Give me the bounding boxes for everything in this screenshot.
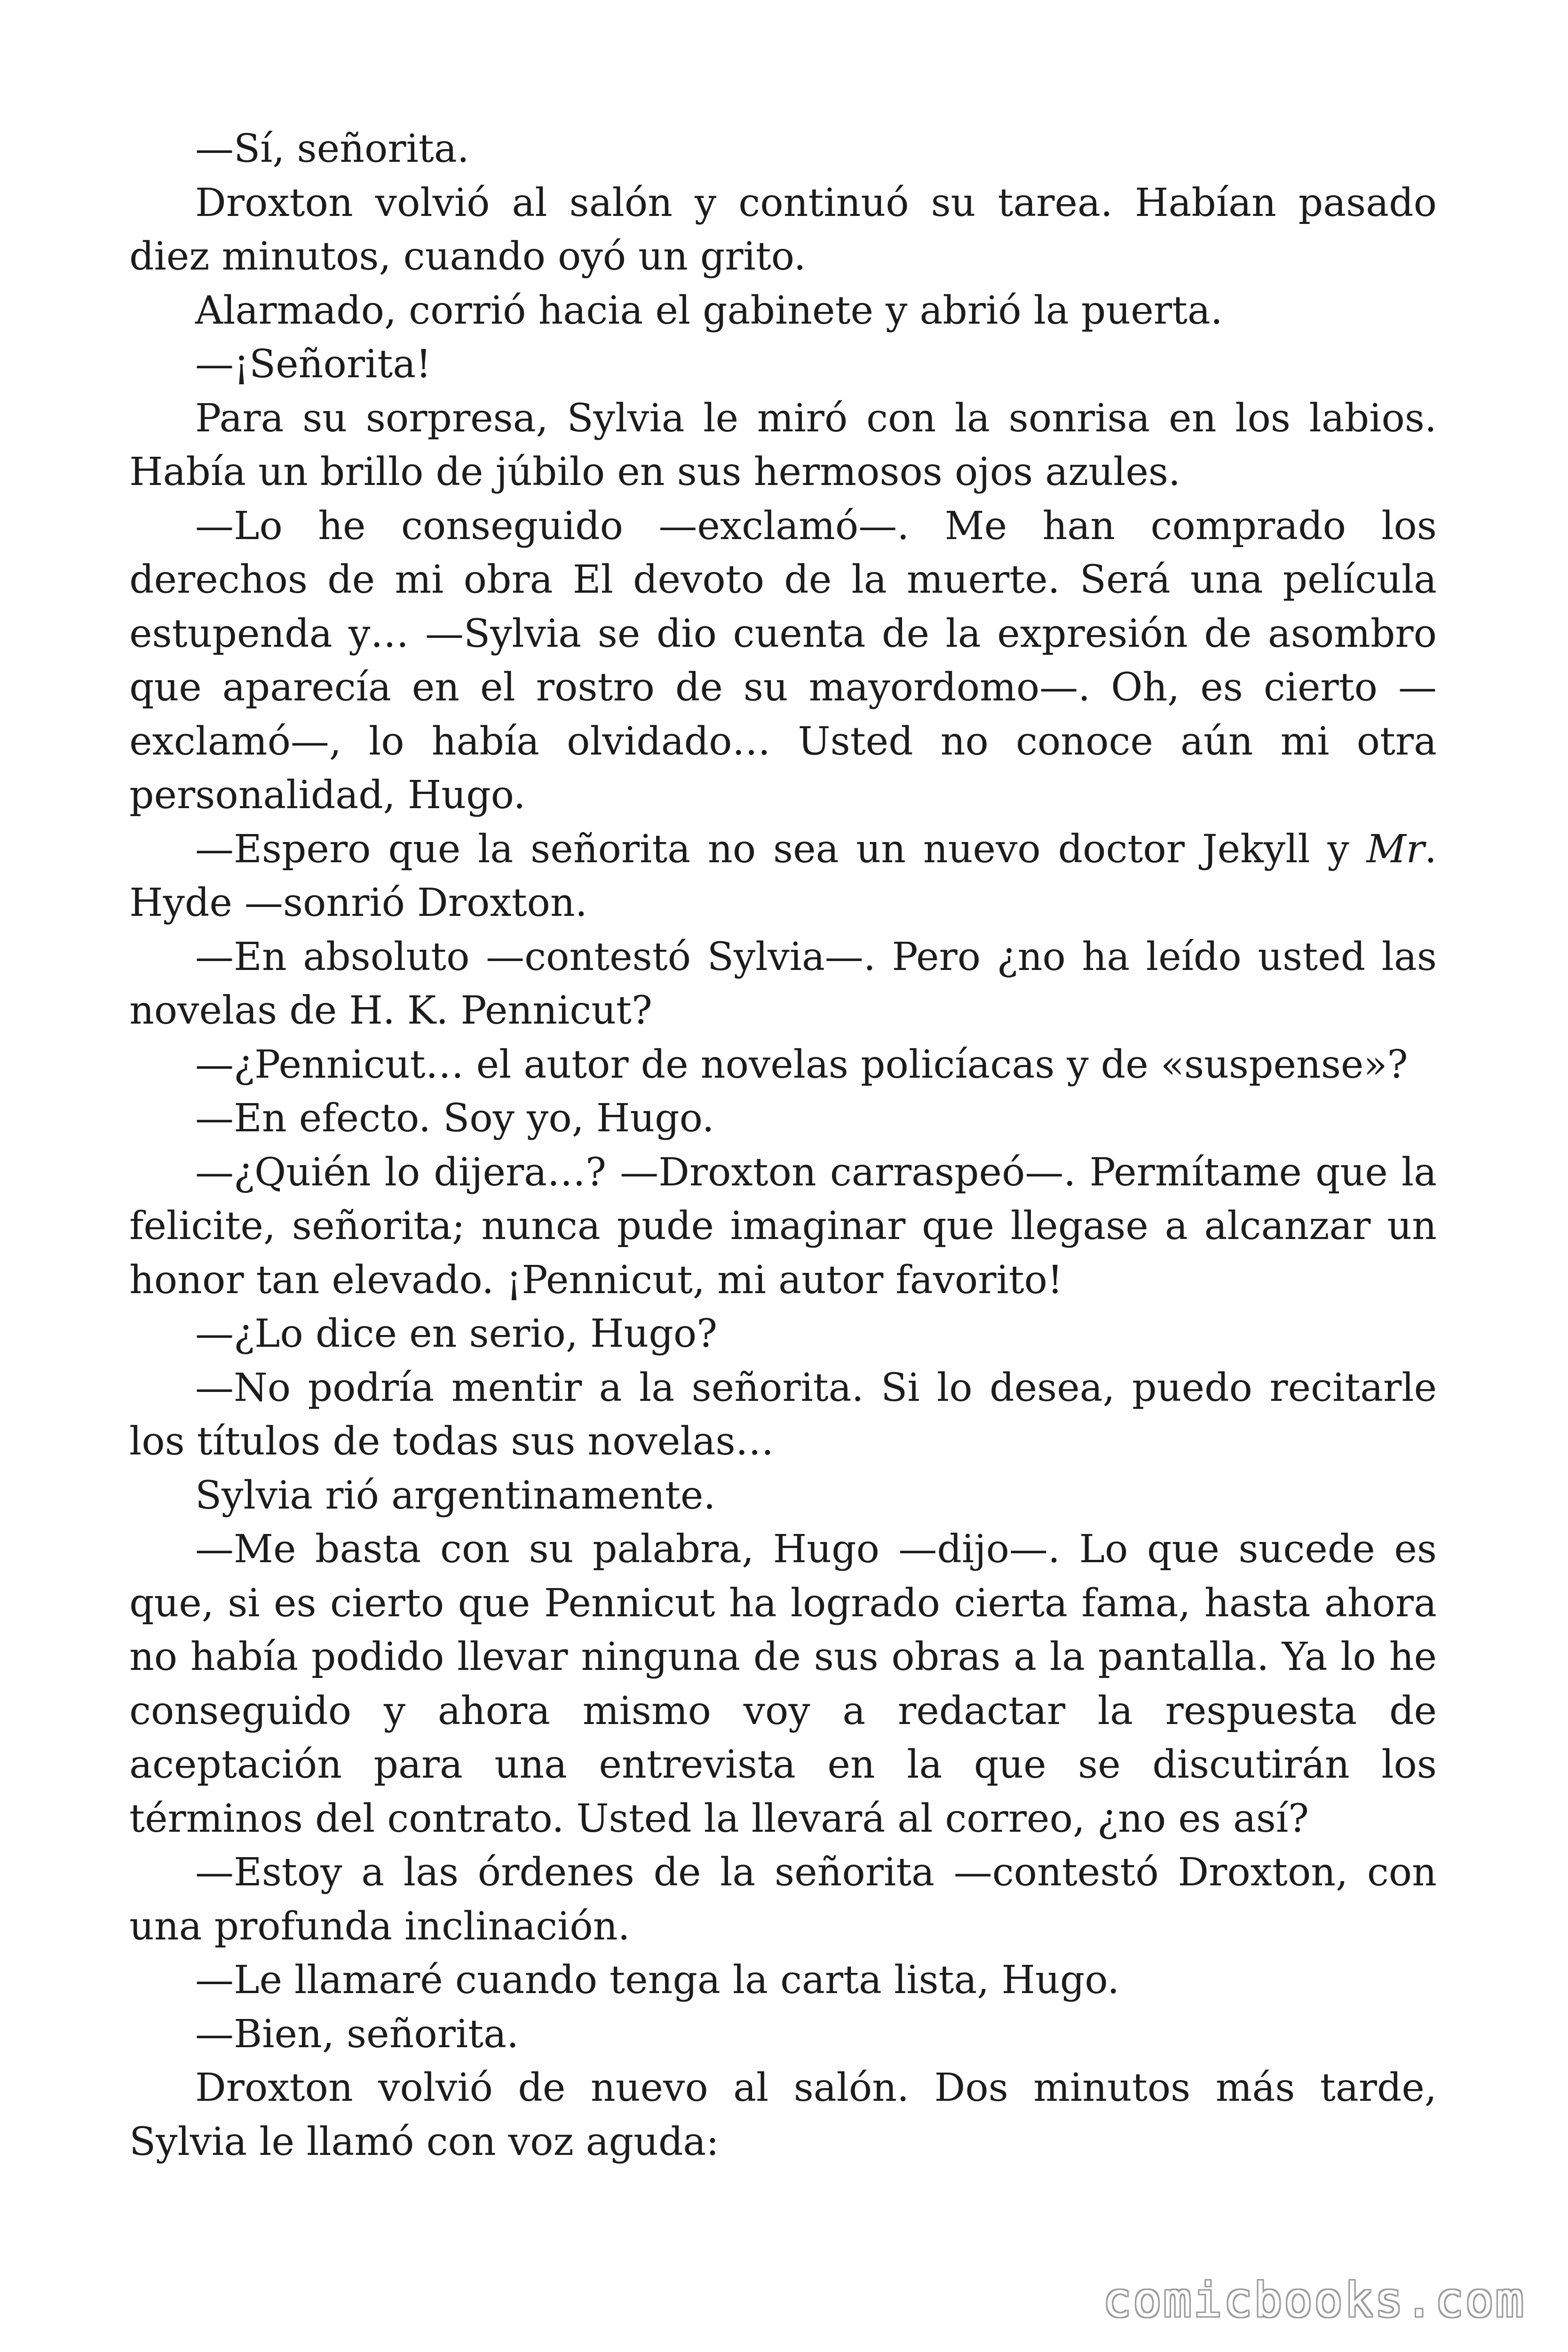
paragraph: —¿Lo dice en serio, Hugo? [195,1311,718,1356]
paragraph: —Bien, señorita. [195,2011,519,2057]
paragraph: —En absoluto —contestó Sylvia—. Pero ¿no ha leído usted las novelas de H. K. Pennicut? [129,934,1437,1033]
paragraph: —Lo he conseguido —exclamó—. Me han comprado los derechos de mi obra El devoto de la muerte. Será una película estupenda y… —Sylvia se dio cuenta de la expresión de asombro que aparecía en el rostro de su mayordomo—. Oh, es cierto — exclamó—, lo había olvidado… Usted no conoce aún mi otra personalidad, Hugo. [129,503,1437,818]
paragraph: Sylvia rió argentinamente. [195,1473,716,1518]
paragraph: —¡Señorita! [195,342,432,387]
paragraph-text: —Espero que la señorita no sea un nuevo doctor Jekyll y [195,826,1367,872]
watermark: comicbooks.com [1103,2273,1526,2328]
paragraph [129,823,1437,930]
paragraph: Alarmado, corrió hacia el gabinete y abrió la puerta. [195,288,1223,333]
paragraph: —¿Pennicut… el autor de novelas policíacas y de «suspense»? [195,1042,1408,1087]
page-body [129,122,1437,2169]
paragraph: Droxton volvió al salón y continuó su tarea. Habían pasado diez minutos, cuando oyó un grito. [129,180,1437,279]
paragraph: Para su sorpresa, Sylvia le miró con la sonrisa en los labios. Había un brillo de júbilo en sus hermosos ojos azules. [129,396,1437,494]
paragraph: —Estoy a las órdenes de la señorita —contestó Droxton, con una profunda inclinación. [129,1850,1437,1949]
paragraph: —Sí, señorita. [195,127,469,171]
paragraph-italic-text: Mr [1366,826,1425,872]
paragraph-text: . Hyde —sonrió Droxton. [129,826,1437,925]
paragraph: —En efecto. Soy yo, Hugo. [195,1096,714,1141]
paragraph: —Le llamaré cuando tenga la carta lista, Hugo. [195,1958,1120,2002]
paragraph: —No podría mentir a la señorita. Si lo desea, puedo recitarle los títulos de todas sus novelas… [129,1365,1437,1464]
paragraph: Droxton volvió de nuevo al salón. Dos minutos más tarde, Sylvia le llamó con voz aguda: [129,2066,1437,2164]
paragraph: —Me basta con su palabra, Hugo —dijo—. Lo que sucede es que, si es cierto que Pennicut ha logrado cierta fama, hasta ahora no había podido llevar ninguna de sus obras a la pantalla. Ya lo he conseguido y ahora mismo voy a redactar la respuesta de aceptación para una entrevista en la que se discutirán los términos del contrato. Usted la llevará al correo, ¿no es así? [129,1527,1437,1841]
paragraph: —¿Quién lo dijera…? —Droxton carraspeó—. Permítame que la felicite, señorita; nunca pude imaginar que llegase a alcanzar un honor tan elevado. ¡Pennicut, mi autor favorito! [129,1150,1437,1303]
